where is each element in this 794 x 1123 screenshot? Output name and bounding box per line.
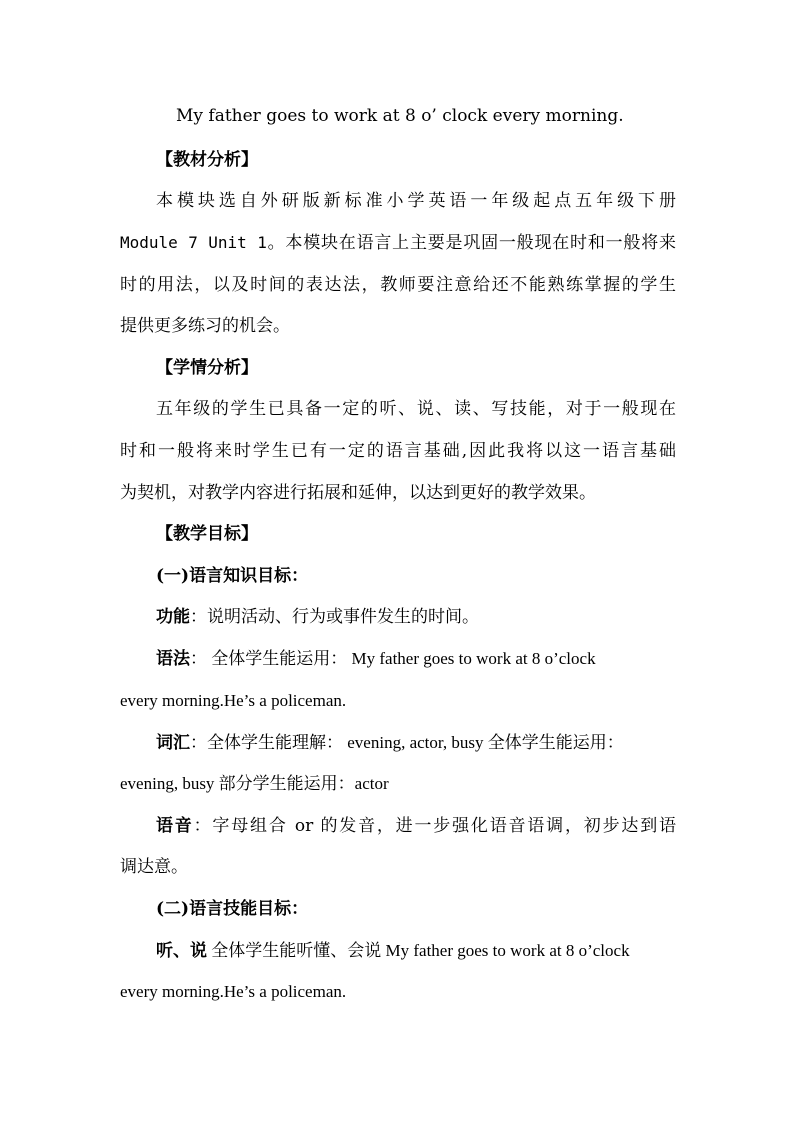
function-text: ：说明活动、行为或事件发生的时间。 (190, 607, 479, 627)
objective-grammar-cont: every morning.He’s a policeman. (120, 691, 347, 710)
heading-textbook-analysis: 【教材分析】 (156, 150, 258, 170)
learner-analysis-line-2: 时和一般将来时学生已有一定的语言基础,因此我将以这一语言基础 (120, 441, 676, 461)
grammar-text: ： 全体学生能运用： My father goes to work at 8 o’clock (190, 649, 596, 668)
objective-phonetics-cont: 调达意。 (120, 857, 188, 877)
objective-listening-speaking (156, 939, 676, 963)
subheading-language-skills: (二)语言技能目标： (156, 899, 309, 919)
objective-grammar (156, 647, 676, 671)
textbook-analysis-line-3: 时的用法，以及时间的表达法，教师要注意给还不能熟练掌握的学生 (120, 275, 676, 295)
learner-analysis-line-1: 五年级的学生已具备一定的听、说、读、写技能，对于一般现在 (156, 399, 676, 419)
grammar-label: 语法 (156, 649, 190, 669)
phonetics-text: ：字母组合 or 的发音，进一步强化语音语调，初步达到语 (193, 816, 677, 836)
textbook-analysis-line-2-text: 。本模块在语言上主要是巩固一般现在时和一般将来 (266, 233, 676, 253)
listening-speaking-text: 全体学生能听懂、会说 My father goes to work at 8 o’clock (207, 941, 630, 960)
objective-phonetics (156, 814, 676, 838)
function-label: 功能 (156, 607, 190, 627)
subheading-language-knowledge: (一)语言知识目标： (156, 566, 309, 586)
module-ref: Module 7 Unit 1 (120, 233, 267, 252)
phonetics-label: 语音 (156, 816, 194, 836)
objective-vocabulary-cont: evening, busy 部分学生能运用：actor (120, 774, 389, 793)
learner-analysis-line-3: 为契机，对教学内容进行拓展和延伸，以达到更好的教学效果。 (120, 483, 596, 503)
listening-speaking-label: 听、说 (156, 941, 207, 961)
heading-teaching-objectives: 【教学目标】 (156, 524, 258, 544)
lesson-title: My father goes to work at 8 o’ clock every morning. (176, 106, 624, 126)
vocabulary-label: 词汇 (156, 733, 190, 753)
objective-vocabulary (156, 731, 676, 755)
vocabulary-text: ：全体学生能理解： evening, actor, busy 全体学生能运用： (190, 733, 624, 752)
textbook-analysis-line-1: 本模块选自外研版新标准小学英语一年级起点五年级下册 (156, 191, 676, 211)
heading-learner-analysis: 【学情分析】 (156, 358, 258, 378)
objective-listening-speaking-cont: every morning.He’s a policeman. (120, 982, 347, 1001)
objective-function (156, 605, 676, 629)
textbook-analysis-line-2 (120, 231, 676, 255)
textbook-analysis-line-4: 提供更多练习的机会。 (120, 316, 290, 336)
